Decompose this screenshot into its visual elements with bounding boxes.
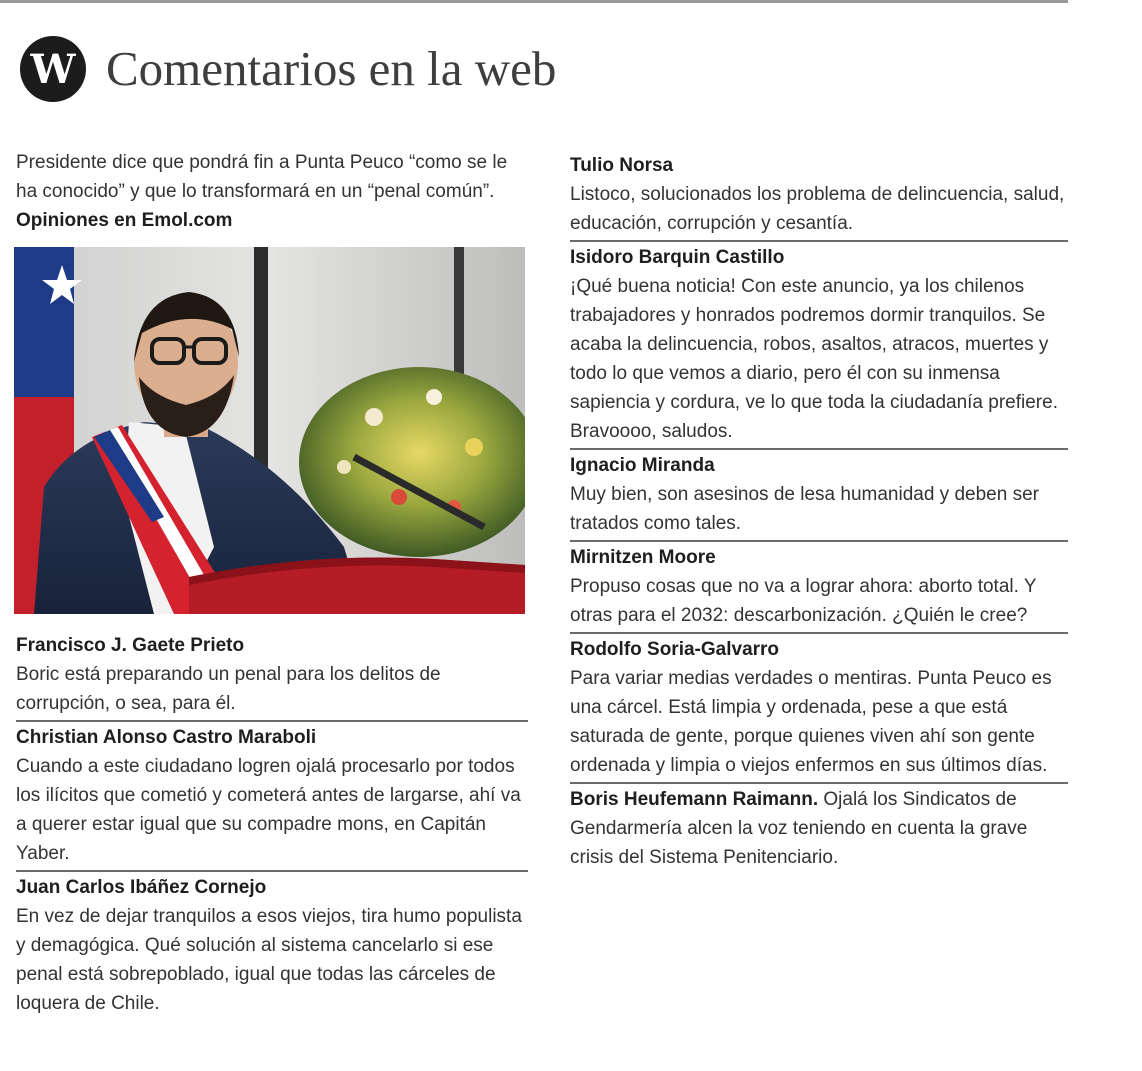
comment-text: Muy bien, son asesinos de lesa humanidad y deben ser tratados como tales.: [570, 484, 1039, 534]
comment-text: Propuso cosas que no va a lograr ahora: aborto total. Y otras para el 2032: descarbonización. ¿Quién le cree?: [570, 576, 1037, 626]
commenter-name: Rodolfo Soria-Galvarro: [570, 639, 780, 660]
comment-entry: [16, 630, 528, 720]
top-rule: [0, 0, 1068, 3]
comments-right-column: [570, 150, 1068, 874]
comment-entry: [570, 240, 1068, 448]
commenter-name: Francisco J. Gaete Prieto: [16, 635, 245, 656]
comment-entry: [570, 782, 1068, 874]
comment-text: Ojalá los Sindicatos de Gendarmería alcen la voz teniendo en cuenta la grave crisis del Sistema Penitenciario.: [570, 789, 1028, 868]
president-photo: [14, 247, 525, 614]
intro-source: Opiniones en Emol.com: [16, 210, 233, 231]
commenter-name: Boris Heufemann Raimann.: [570, 789, 819, 810]
commenter-name: Isidoro Barquin Castillo: [570, 247, 785, 268]
intro-text: Presidente dice que pondrá fin a Punta Peuco “como se le ha conocido” y que lo transformará en un “penal común”.: [16, 152, 508, 202]
comment-text: En vez de dejar tranquilos a esos viejos, tira humo populista y demagógica. Qué solución al sistema cancelarlo si ese penal está sobrepoblado, igual que todas las cárceles de loquera de Chile.: [16, 906, 522, 1014]
comment-entry: [570, 632, 1068, 782]
comment-entry: [16, 870, 528, 1020]
commenter-name: Ignacio Miranda: [570, 455, 715, 476]
comment-entry: [570, 540, 1068, 632]
w-logo-icon: [20, 36, 86, 102]
commenter-name: Tulio Norsa: [570, 155, 674, 176]
section-title: Comentarios en la web: [106, 41, 557, 96]
commenter-name: Christian Alonso Castro Maraboli: [16, 727, 317, 748]
comment-text: Para variar medias verdades o mentiras. Punta Peuco es una cárcel. Está limpia y ordenada, pese a que está saturada de gente, porque quienes viven ahí son gente ordenada y limpia o viejos enfermos en sus últimos días.: [570, 668, 1052, 776]
comment-text: ¡Qué buena noticia! Con este anuncio, ya los chilenos trabajadores y honrados podremos dormir tranquilos. Se acaba la delincuencia, robos, asaltos, atracos, muertes y todo lo que vemos a diario, pero él con su inmensa sapiencia y cordura, ve lo que toda la ciudadanía prefiere. Bravoooo, saludos.: [570, 276, 1058, 442]
commenter-name: Juan Carlos Ibáñez Cornejo: [16, 877, 267, 898]
comments-left-column: [16, 630, 528, 1020]
commenter-name: Mirnitzen Moore: [570, 547, 716, 568]
comment-text: Boric está preparando un penal para los delitos de corrupción, o sea, para él.: [16, 664, 441, 714]
logo-letter: W: [30, 45, 76, 93]
comment-entry: [570, 150, 1068, 240]
comment-entry: [16, 720, 528, 870]
president-illustration: [14, 247, 525, 614]
comment-entry: [570, 448, 1068, 540]
comment-text: Cuando a este ciudadano logren ojalá procesarlo por todos los ilícitos que cometió y cometerá antes de largarse, ahí va a querer estar igual que su compadre mons, en Capitán Yaber.: [16, 756, 521, 864]
comment-text: Listoco, solucionados los problema de delincuencia, salud, educación, corrupción y cesantía.: [570, 184, 1065, 234]
comment-inline: [570, 785, 1068, 872]
intro-paragraph: [16, 148, 524, 235]
